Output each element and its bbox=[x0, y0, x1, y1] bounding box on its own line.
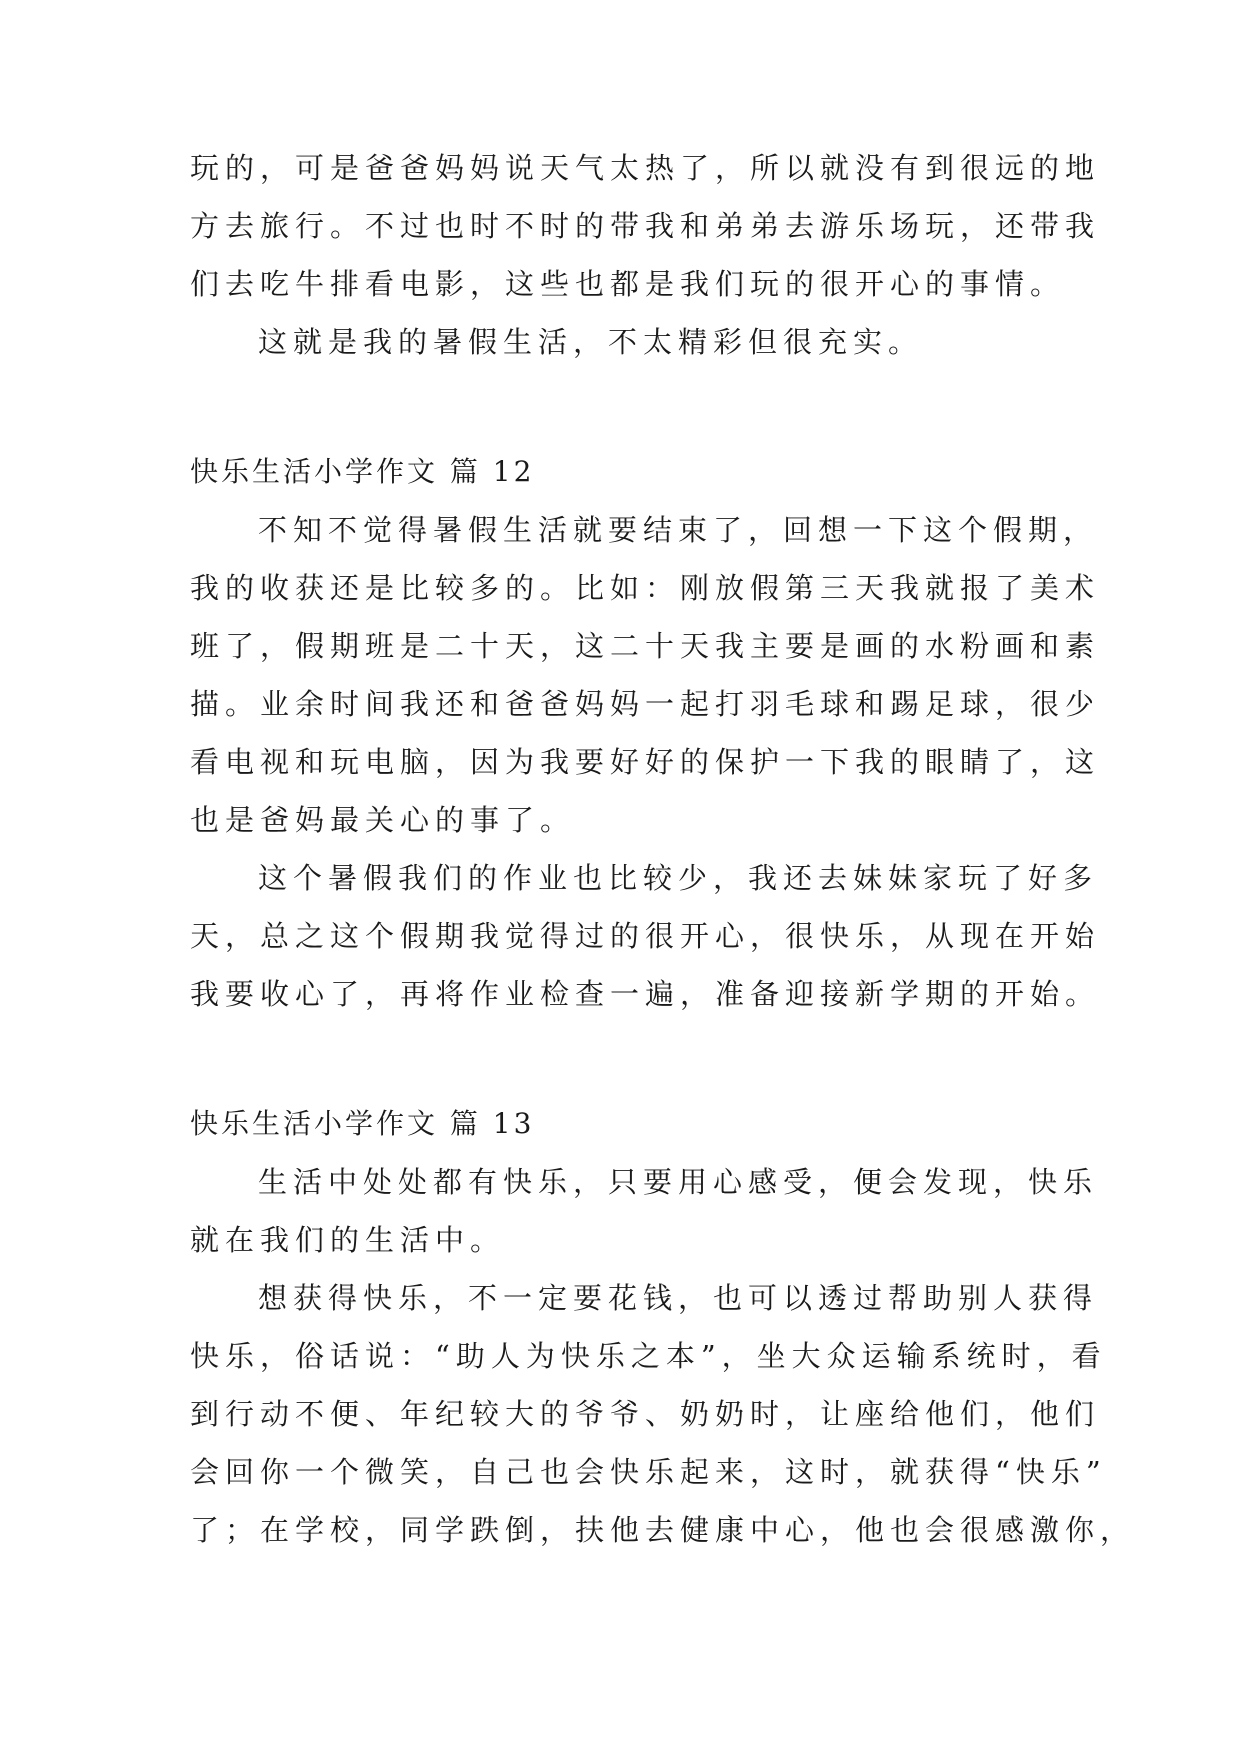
text-line: 不知不觉得暑假生活就要结束了，回想一下这个假期， bbox=[258, 513, 1099, 547]
text-line: 快乐，俗话说：“助人为快乐之本”，坐大众运输系统时，看 bbox=[190, 1339, 1107, 1373]
text-line: 这个暑假我们的作业也比较少，我还去妹妹家玩了好多 bbox=[258, 861, 1099, 895]
text-line: 方去旅行。不过也时不时的带我和弟弟去游乐场玩，还带我 bbox=[190, 209, 1101, 243]
section-heading: 快乐生活小学作文 篇 12 bbox=[190, 455, 535, 488]
text-line: 班了，假期班是二十天，这二十天我主要是画的水粉画和素 bbox=[190, 629, 1101, 663]
text-line: 描。业余时间我还和爸爸妈妈一起打羽毛球和踢足球，很少 bbox=[190, 687, 1101, 721]
text-line: 我的收获还是比较多的。比如：刚放假第三天我就报了美术 bbox=[190, 571, 1101, 605]
text-line: 们去吃牛排看电影，这些也都是我们玩的很开心的事情。 bbox=[190, 267, 1066, 301]
text-line: 想获得快乐，不一定要花钱，也可以透过帮助别人获得 bbox=[258, 1281, 1099, 1315]
text-line: 看电视和玩电脑，因为我要好好的保护一下我的眼睛了，这 bbox=[190, 745, 1101, 779]
text-line: 到行动不便、年纪较大的爷爷、奶奶时，让座给他们，他们 bbox=[190, 1397, 1101, 1431]
text-line: 就在我们的生活中。 bbox=[190, 1223, 506, 1257]
text-line: 也是爸妈最关心的事了。 bbox=[190, 803, 576, 837]
text-line: 了；在学校，同学跌倒，扶他去健康中心，他也会很感激你， bbox=[190, 1513, 1136, 1547]
text-line: 这就是我的暑假生活，不太精彩但很充实。 bbox=[258, 325, 924, 359]
text-line: 我要收心了，再将作业检查一遍，准备迎接新学期的开始。 bbox=[190, 977, 1101, 1011]
section-heading: 快乐生活小学作文 篇 13 bbox=[190, 1107, 535, 1140]
text-line: 玩的，可是爸爸妈妈说天气太热了，所以就没有到很远的地 bbox=[190, 151, 1101, 185]
text-line: 天，总之这个假期我觉得过的很开心，很快乐，从现在开始 bbox=[190, 919, 1101, 953]
text-line: 生活中处处都有快乐，只要用心感受，便会发现，快乐 bbox=[258, 1165, 1099, 1199]
text-line: 会回你一个微笑，自己也会快乐起来，这时，就获得“快乐” bbox=[190, 1455, 1107, 1489]
